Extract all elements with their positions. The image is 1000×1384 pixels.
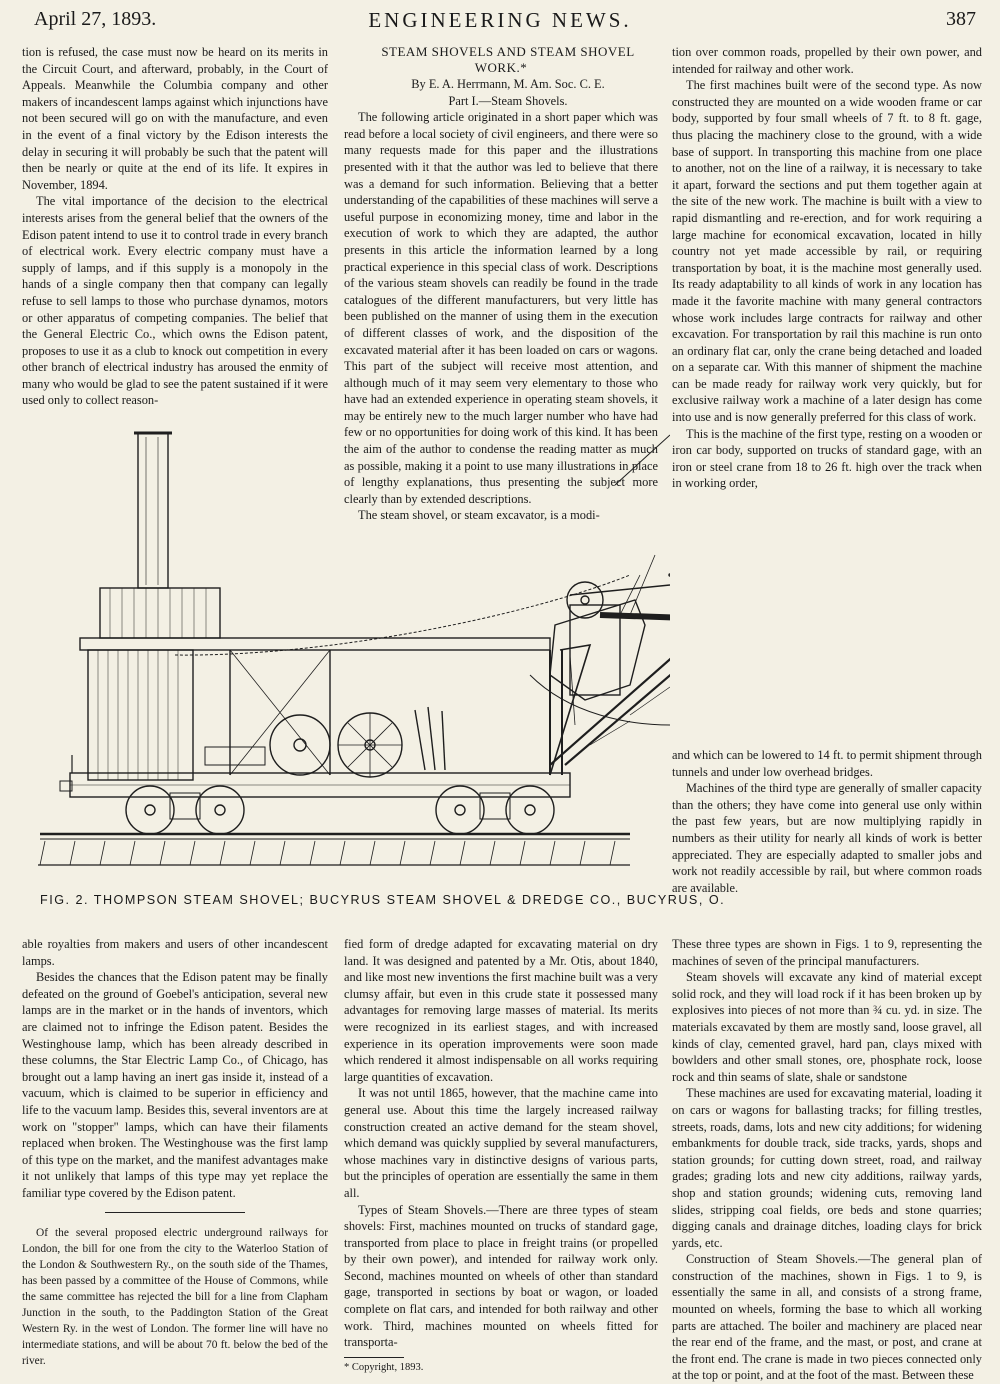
- column-6: [344, 936, 658, 1376]
- journal-title: ENGINEERING NEWS.: [368, 8, 632, 32]
- column-3: [672, 44, 982, 492]
- paragraph: able royalties from makers and users of other incandescent lamps.: [22, 937, 328, 968]
- paragraph: The vital importance of the decision to the electrical interests arises from the general belief that the owners of the Edison patent intend to use it to control trade in every branch of electrical work. Every electric company must have a supply of lamps, and if this supply is a monopoly in the hands of a single company then that company can legally refuse to sell lamps to those who purchase dynamos, motors or other apparatus of competing companies. The belief that the General Electric Co., which owns the Edison patent, proposes to use it as a club to knock out competition in every other branch of electrical industry has aroused the enmity of many who would be glad to see the patent sustained if it were used only to collect reason-: [22, 194, 328, 408]
- news-note: Of the several proposed electric underground railways for London, the bill for one from the city to the Waterloo Station of the London & Southwestern Ry., on the south side of the Thames, has been passed by a committee of the House of Commons, while the same committee has rejected the bill for a line from Clapham Junction in the south, to the Paddington Station of the Great Western Ry. in the west of London. The former line will have no intermediate stations, and will be about 70 ft. below the bed of the river.: [22, 1226, 328, 1367]
- paragraph: These three types are shown in Figs. 1 to 9, representing the machines of seven of the principal manufacturers.: [672, 937, 982, 968]
- article-title: STEAM SHOVELS AND STEAM SHOVEL WORK.*: [381, 44, 635, 75]
- front-truck: [126, 786, 244, 834]
- water-tank: [100, 588, 220, 638]
- sheave-wheel: [567, 582, 603, 618]
- column-5: [22, 936, 328, 1369]
- column-4: [672, 747, 982, 896]
- article-part: Part I.—Steam Shovels.: [448, 93, 568, 108]
- paragraph: tion over common roads, propelled by their own power, and intended for railway and other work.: [672, 45, 982, 76]
- copyright-footnote: * Copyright, 1893.: [344, 1361, 424, 1373]
- rear-truck: [436, 786, 554, 834]
- paragraph: and which can be lowered to 14 ft. to permit shipment through tunnels and under low overhead bridges.: [672, 748, 982, 779]
- winch-drum: [270, 715, 330, 775]
- article-byline: By E. A. Herrmann, M. Am. Soc. C. E.: [411, 77, 605, 91]
- paragraph: Machines of the third type are generally of smaller capacity than the others; they have come into general use only within the past few years, but are now multiplying rapidly in numbers as their utility for nearly all kinds of work is better appreciated. They are especially adapted to smaller jobs and work not readily accessible by rail, but where common roads are available.: [672, 781, 982, 895]
- page-number: 387: [946, 8, 976, 30]
- paragraph: Construction of Steam Shovels.—The general plan of construction of the machines, shown in Figs. 1 to 9, is essentially the same in all, and consists of a strong frame, mounted on wheels, forming the base to which all working parts are attached. The boiler and machinery are placed near the rear end of the frame, and the mast, or post, and crane at the front end. The crane is made in two pieces connected only at the top or point, and at the foot of the mast. Between these: [672, 1252, 982, 1383]
- paragraph: Types of Steam Shovels.—There are three types of steam shovels: First, machines mounted on trucks of standard gage, transported from place to place in freight trains (or propelled by their own power), and intended for railway work only. Second, machines mounted on wheels of other than standard gage, transported in sections by boat or wagon, or loaded complete on flat cars, and intended for both railway and other work. Third, machines mounted on wheels fitted for transporta-: [344, 1202, 658, 1350]
- steam-shovel-illustration: [30, 425, 670, 880]
- paragraph: tion is refused, the case must now be heard on its merits in the Circuit Court, and afterward, probably, in the Court of Appeals. Meanwhile the Columbia company and other makers of incandescent lamps against which injunctions have not been secured will go on with the manufacture, and even in the event of a final victory by the Edison interests the delay in securing it will probably be such that the patent will then be nearly or quite at the end of its life. It expires in November, 1894.: [22, 45, 328, 192]
- footnote-rule: [344, 1357, 404, 1358]
- paragraph: The steam shovel, or steam excavator, is a modi-: [358, 508, 600, 523]
- paragraph: This is the machine of the first type, resting on a wooden or iron car body, supported on trucks of standard gage, with an iron or steel crane from 18 to 26 ft. high over the track when in working order,: [672, 426, 982, 491]
- paragraph: These machines are used for excavating material, loading it on cars or wagons for ballasting tracks; for filling trestles, streets, roads, dams, lots and new city additions; for widening embankments for double track, side tracks, yards, shops and station grounds; for cutting down street, road, and railway grades; grading lots and new city additions, railway yards, shop and station grounds; widening cuts, removing land slides, stripping coal fields, ore beds and stone quarries; digging canals and drainage ditches, loading clays for brick yards, etc.: [672, 1086, 982, 1250]
- paragraph: Steam shovels will excavate any kind of material except solid rock, and they will load rock if it has been broken up by explosives into pieces of not more than ¾ cu. yd. in size. The materials excavated by them are mostly sand, loose gravel, all kinds of clay, cemented gravel, hard pan, clays mixed with bowlders and other small stones, ore, phosphate rock, loose rock and thin seams of slate, shale or sandstone: [672, 970, 982, 1084]
- paragraph: The following article originated in a short paper which was read before a local society of civil engineers, and there were so many requests made for this paper and the illustrations presented with it that the author was led to believe that there was a demand for such information. Believing that a better understanding of the capabilities of these machines will serve a useful purpose in economizing money, time and labor in the execution of work to which they are adapted, the author presents in this article the information learned by a long practical experience in this special class of work. Descriptions of the various steam shovels can readily be found in the trade catalogues of the different manufacturers, but very little has been published on the manner of using them in the execution of different classes of work, and the disposition of the excavated material after it has been loaded on cars or wagons. This part of the subject will receive most attention, and although much of it may seem very elementary to those who have had an extended experience in operating steam shovels, it may be entirely new to the much larger number who have had few or no opportunities for doing work of this kind. It has been the aim of the author to condense the reading matter as much as possible, making it a point to use many illustrations in place of lengthy explanations, thus presenting the subject more clearly than by extended descriptions.: [344, 110, 658, 506]
- page-header: [0, 0, 1000, 40]
- smokestack: [138, 433, 168, 588]
- column-7: [672, 936, 982, 1384]
- figure-caption: FIG. 2. THOMPSON STEAM SHOVEL; BUCYRUS STEAM SHOVEL & DREDGE CO., BUCYRUS, O.: [40, 893, 726, 907]
- paragraph: The first machines built were of the second type. As now constructed they are mounted on a wide wooden frame or car body, supported by four small wheels of 7 ft. to 8 ft. gage, thus placing the machinery close to the ground, with a wide base of support. In transporting this machine from one place to another, not on the line of a railway, it is necessary to take it apart, forward the sections and put them together again at the site of the new work. The machine is built with a view to rapid dismantling and re-erection, and for work requiring a large machine for economical excavation, located in hilly country not yet made accessible by rail, or requiring transportation by boat, it is the machine most generally used. Its ready adaptability to all kinds of work in any location has made it the favorite machine with many general contractors whose work includes large contracts for railway and other excavation. For transportation by rail this machine is run onto an ordinary flat car, only the crane being detached and loaded on a separate car. With this manner of shipment the machine can be made ready for railway work very quickly, but for exclusive railway work a machine of a later design has come into use and is now generally preferred for this class of work.: [672, 78, 982, 425]
- section-divider: [105, 1212, 245, 1213]
- paragraph: fied form of dredge adapted for excavating material on dry land. It was designed and patented by a Mr. Otis, about 1840, and like most new inventions the first machine built was a very clumsy affair, but even in this crude state it possessed many advantages for removing large masses of material. Its merits were recognized in its earliest stages, and with increased experience in its operation improvements were soon made which rendered it almost indispensable on all works requiring large quantities of excavation.: [344, 937, 658, 1084]
- boiler: [88, 650, 193, 780]
- crane-boom: [550, 505, 670, 765]
- column-1: [22, 44, 328, 409]
- paragraph: Besides the chances that the Edison patent may be finally defeated on the ground of Goebel's anticipation, several new lamps are in the market or in the hands of inventors, which are claimed not to infringe the Edison patent. Besides the Westinghouse lamp, which has been already described in these columns, the Star Electric Lamp Co., of Chicago, has brought out a lamp having an inert gas inside it, instead of a vacuum, which is claimed to be superior in efficiency and life to the vacuum lamp. Besides this, several inventors are at work on "stopper" lamps, which can have their filaments replaced when broken. The Westinghouse was the first lamp of this type on the market, and the manifest advantages make it not unlikely that lamps of this type may yet replace the familiar type covered by the Edison patent.: [22, 970, 328, 1200]
- paragraph: It was not until 1865, however, that the machine came into general use. About this time the largely increased railway construction created an active demand for the steam shovel, which demand was quickly supplied by several manufacturers, whose machines vary in distinctive designs of various parts, but the principles of operation are essentially the same in them all.: [344, 1086, 658, 1200]
- issue-date: April 27, 1893.: [34, 8, 157, 30]
